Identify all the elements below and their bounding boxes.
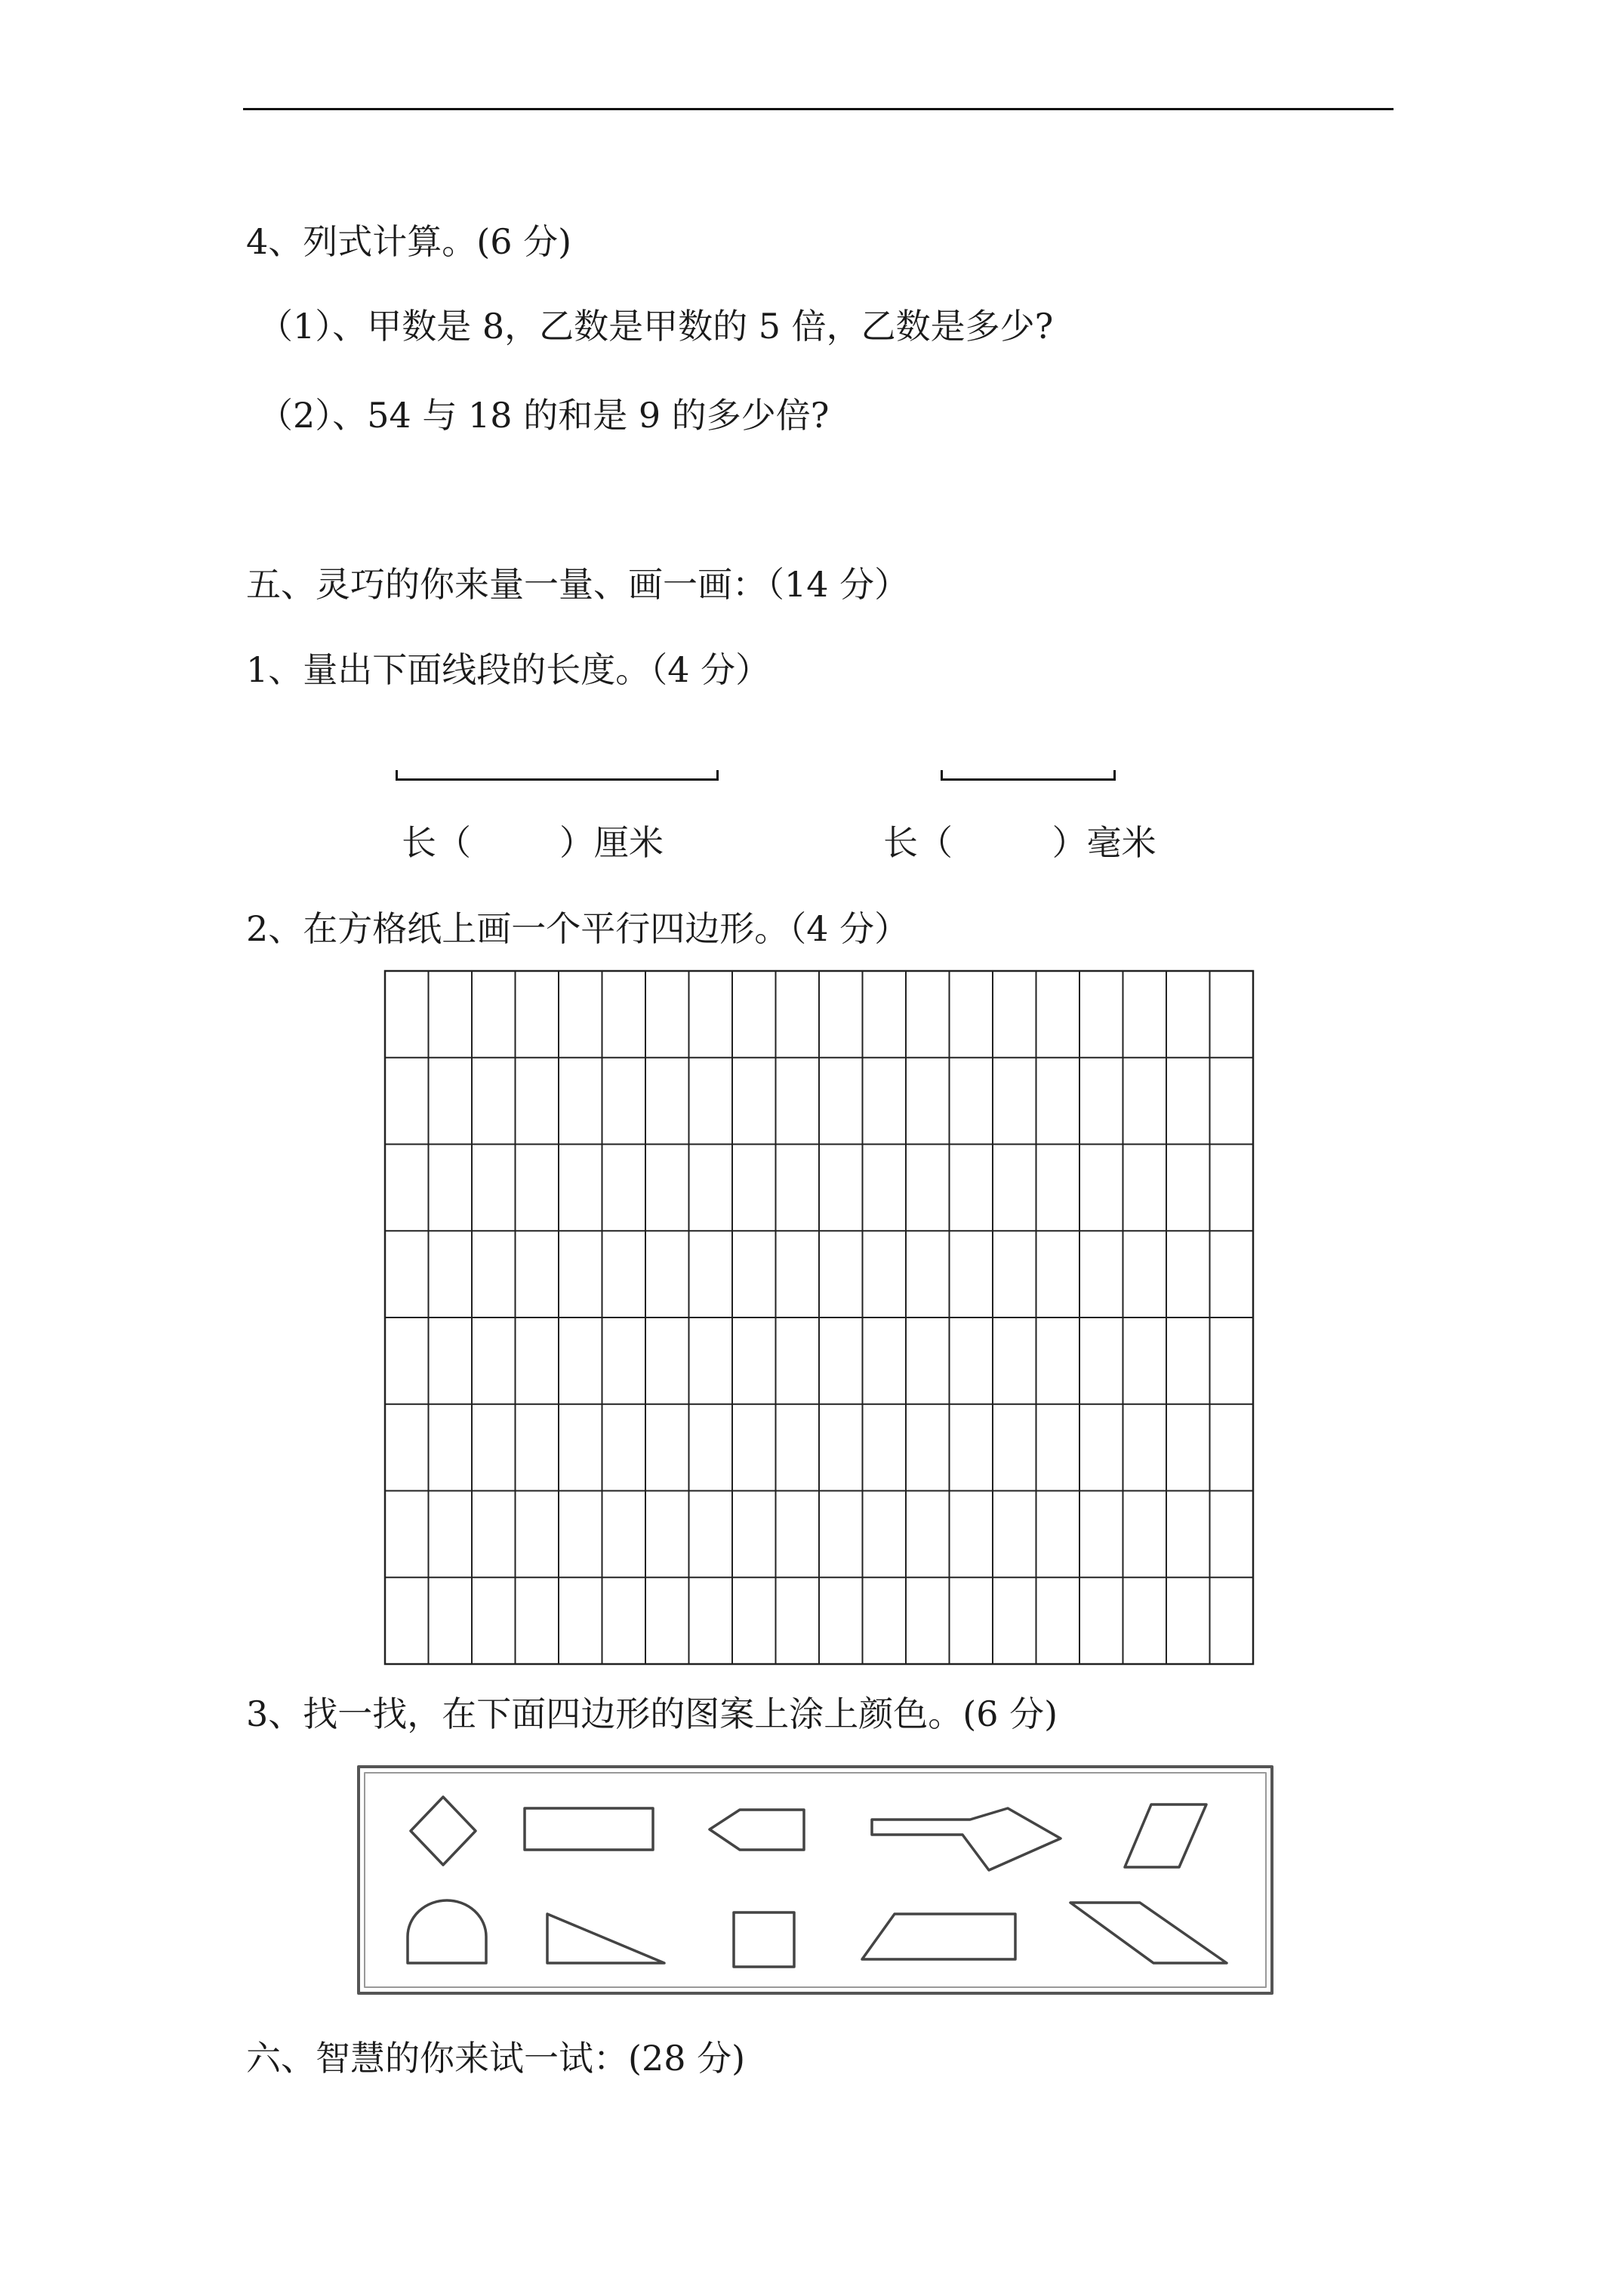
- section5-q3-heading: 3、找一找，在下面四边形的图案上涂上颜色。(6 分): [246, 1693, 1058, 1734]
- section5-q1-heading: 1、量出下面线段的长度。（4 分）: [246, 649, 771, 690]
- trapezoid-shape[interactable]: [862, 1914, 1015, 1959]
- q4-item-1: （1）、甲数是 8，乙数是甲数的 5 倍，乙数是多少?: [258, 306, 1054, 347]
- arrow-kite-shape[interactable]: [872, 1808, 1061, 1870]
- shapes-frame: [359, 1767, 1272, 1993]
- section6-heading: 六、智慧的你来试一试：(28 分): [246, 2038, 746, 2079]
- top-rule: [243, 108, 1394, 110]
- q4-item-2: （2）、54 与 18 的和是 9 的多少倍?: [258, 395, 830, 436]
- line-segment-1: [396, 763, 719, 781]
- q4-heading: 4、列式计算。(6 分): [246, 221, 572, 262]
- square-shape[interactable]: [734, 1912, 794, 1967]
- section5-heading: 五、灵巧的你来量一量、画一画：（14 分）: [246, 564, 910, 605]
- section5-q2-heading: 2、在方格纸上画一个平行四边形。（4 分）: [246, 908, 910, 949]
- parallelogram-shape[interactable]: [1125, 1804, 1206, 1867]
- pentagon-arrow-shape[interactable]: [710, 1810, 804, 1850]
- segment-1-length-label: 长（ ）厘米: [402, 822, 664, 863]
- right-triangle-shape[interactable]: [547, 1914, 664, 1963]
- line-segment-2: [941, 763, 1116, 781]
- slanted-parallelogram-shape[interactable]: [1070, 1903, 1227, 1963]
- grid-paper[interactable]: [384, 970, 1254, 1665]
- diamond-shape[interactable]: [411, 1797, 476, 1865]
- segment-2-length-label: 长（ ）毫米: [883, 822, 1156, 863]
- rectangle-shape[interactable]: [525, 1808, 653, 1850]
- shapes-panel: [355, 1763, 1277, 1997]
- semicircle-arch-shape[interactable]: [408, 1900, 486, 1963]
- shapes-frame-inner: [365, 1773, 1266, 1987]
